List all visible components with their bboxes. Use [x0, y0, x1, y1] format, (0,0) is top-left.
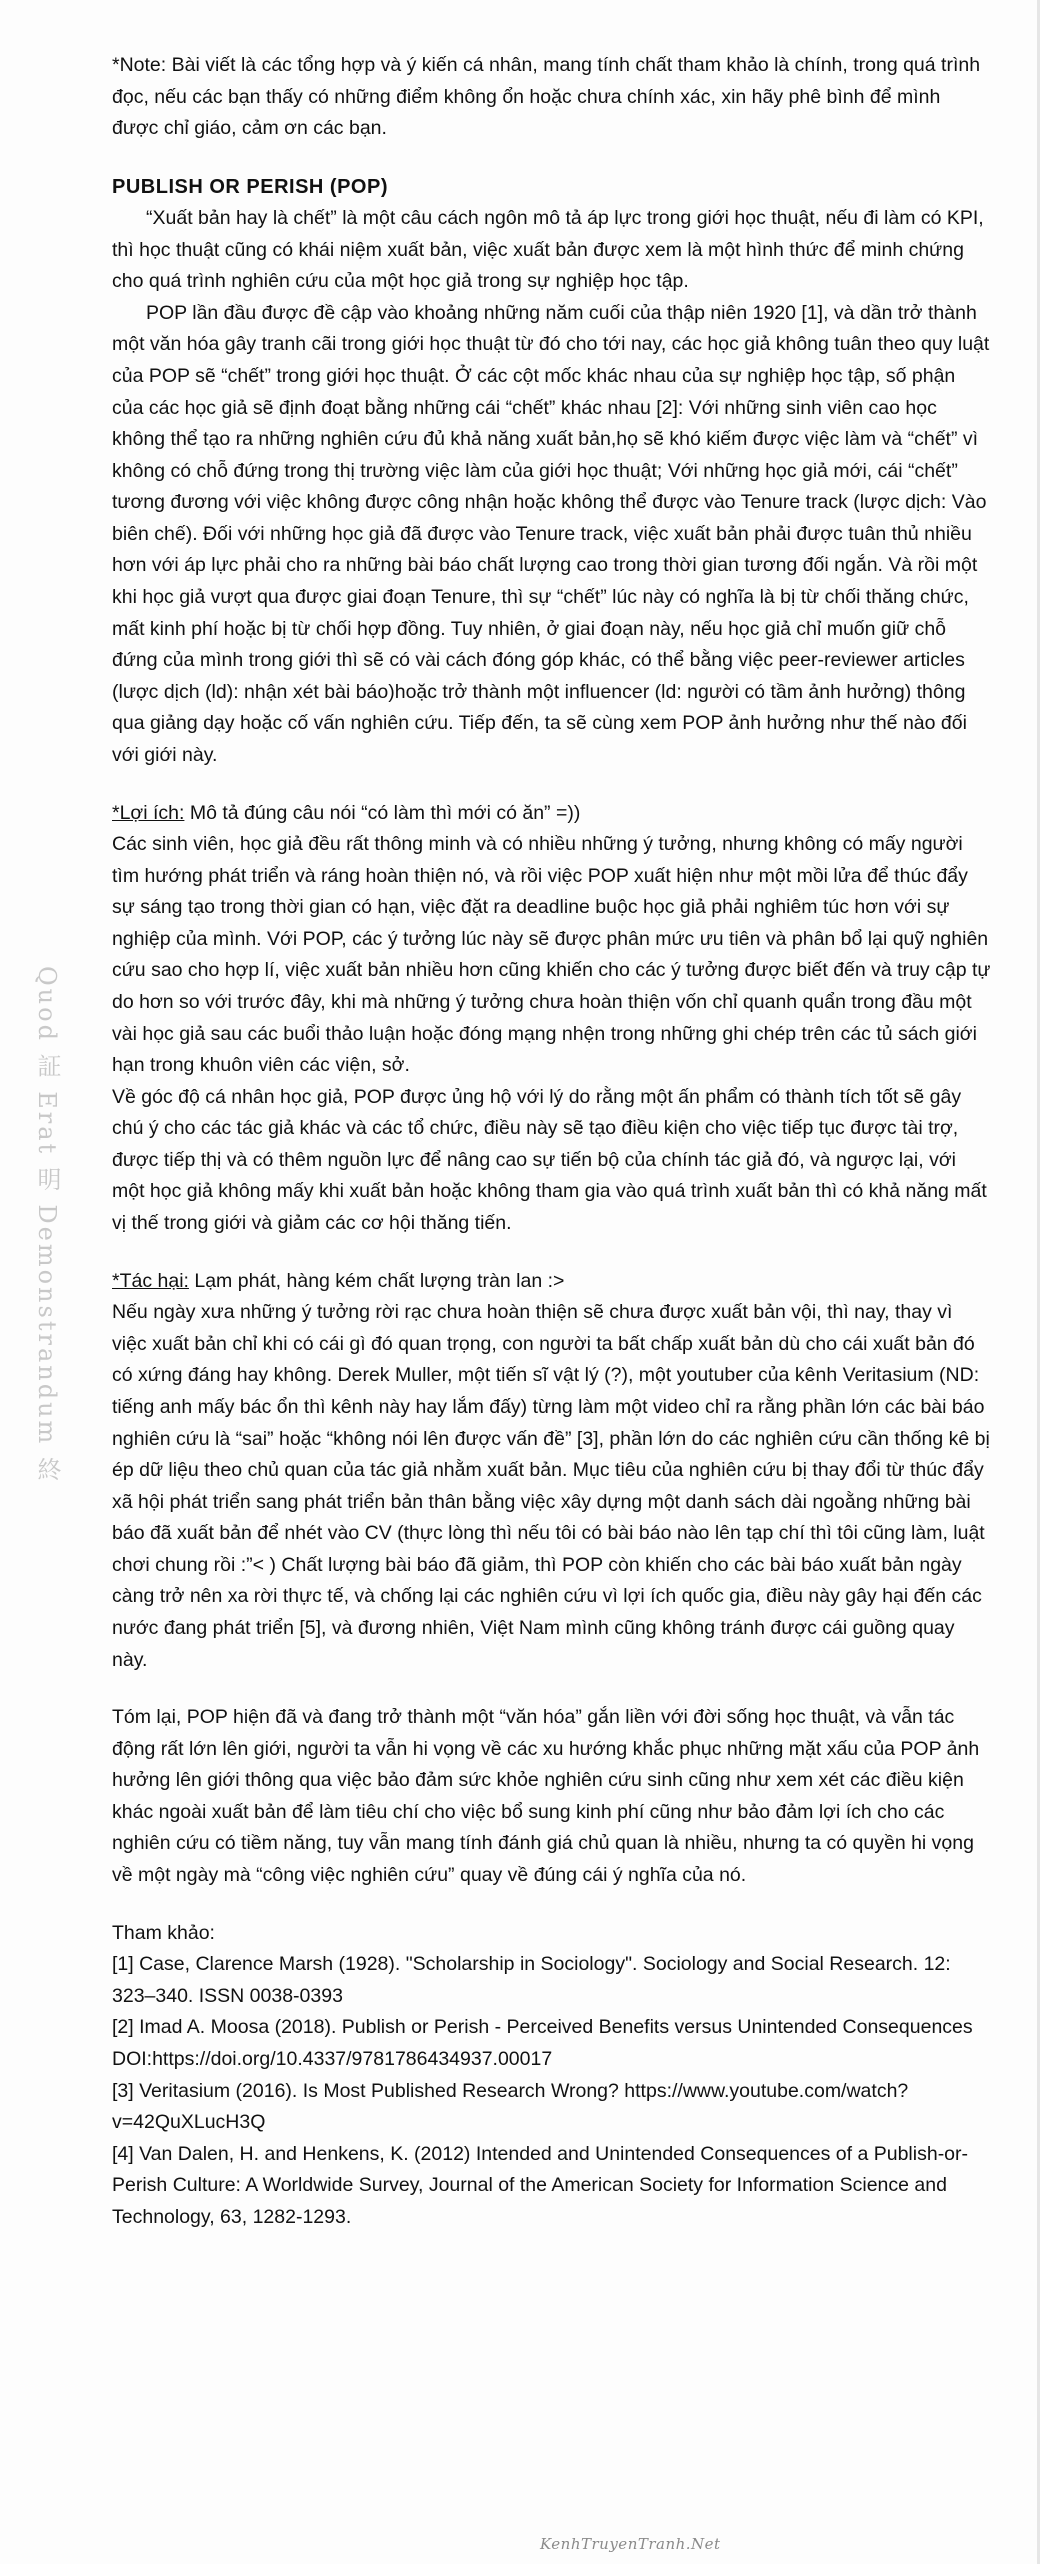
side-motto: Quod 証 Erat 明 Demonstrandum 終	[33, 966, 61, 1484]
benefits-title	[112, 798, 992, 830]
spacer	[112, 145, 992, 171]
intro-paragraph: “Xuất bản hay là chết” là một câu cách ngôn mô tả áp lực trong giới học thuật, nếu đi làm có KPI, thì học thuật cũng có khái niệm xuất bản, việc xuất bản được xem là một hình thức để minh chứng cho quá trình nghiên cứu của một học giả trong sự nghiệp học tập.	[112, 207, 984, 293]
reference-item: [4] Van Dalen, H. and Henkens, K. (2012) Intended and Unintended Consequences of a Publish-or-Perish Culture: A Worldwide Survey, Journal of the American Society for Information Science and Technology, 63, 1282-1293.	[112, 2142, 969, 2228]
references-title: Tham khảo:	[112, 1921, 215, 1944]
spacer	[112, 1892, 992, 1918]
intro-paragraph: POP lần đầu được đề cập vào khoảng những năm cuối của thập niên 1920 [1], và dần trở thành một văn hóa gây tranh cãi trong giới học thuật từ đó cho tới nay, các học giả không tuân theo quy luật của POP sẽ “chết” trong giới học thuật. Ở các cột mốc khác nhau của sự nghiệp học tập, số phận của các học giả sẽ định đoạt bằng những cái “chết” khác nhau [2]: Với những sinh viên cao học không thể tạo ra những nghiên cứu đủ khả năng xuất bản,họ sẽ khó kiếm được việc làm và “chết” vì không có chỗ đứng trong thị trường việc làm của giới học thuật; Với những học giả mới, cái “chết” tương đương với việc không được công nhận hoặc không thể được vào Tenure track (lược dịch: Vào biên chế). Đối với những học giả đã được vào Tenure track, việc xuất bản phải được tuân thủ nhiều hơn với áp lực phải cho ra những bài báo chất lượng cao trong thời gian tương đối ngắn. Và rồi một khi học giả vượt qua được giai đoạn Tenure, thì sự “chết” lúc này có nghĩa là bị từ chối thăng chức, mất kinh phí hoặc bị từ chối hợp đồng. Tuy nhiên, ở giai đoạn này, nếu học giả chỉ muốn giữ chỗ đứng của mình trong giới thì sẽ có vài cách đóng góp khác, có thể bằng việc peer-reviewer articles (lược dịch (ld): nhận xét bài báo)hoặc trở thành một influencer (ld: người có tầm ảnh hưởng) thông qua giảng dạy hoặc cố vấn nghiên cứu. Tiếp đến, ta sẽ cùng xem POP ảnh hưởng như thế nào đối với giới này.	[112, 301, 990, 766]
harms-title-text: Lạm phát, hàng kém chất lượng tràn lan :>	[188, 1269, 565, 1292]
author-note: *Note: Bài viết là các tổng hợp và ý kiến cá nhân, mang tính chất tham khảo là chính, trong quá trình đọc, nếu các bạn thấy có những điểm không ổn hoặc chưa chính xác, xin hãy phê bình để mình được chỉ giáo, cảm ơn các bạn.	[112, 54, 981, 140]
conclusion-paragraph: Tóm lại, POP hiện đã và đang trở thành một “văn hóa” gắn liền với đời sống học thuật, và vẫn tác động rất lớn lên giới, người ta vẫn hi vọng về các xu hướng khắc phục những mặt xấu của POP ảnh hưởng lên giới thông qua việc bảo đảm sức khỏe nghiên cứu sinh cũng như xem xét các điều kiện khác ngoài xuất bản để làm tiêu chí cho việc bổ sung kinh phí cũng như bảo đảm lợi ích cho các nghiên cứu có tiềm năng, tuy vẫn mang tính đánh giá chủ quan là nhiều, nhưng ta có quyền hi vọng về một ngày mà “công việc nghiên cứu” quay về đúng cái ý nghĩa của nó.	[112, 1706, 980, 1887]
reference-item: [3] Veritasium (2016). Is Most Published Research Wrong? https://www.youtube.com/watch?v=42QuXLucH3Q	[112, 2079, 909, 2134]
spacer	[112, 1676, 992, 1702]
harms-label: *Tác hại:	[112, 1269, 189, 1292]
benefits-title-text: Mô tả đúng câu nói “có làm thì mới có ăn” =))	[184, 801, 581, 824]
benefits-label: *Lợi ích:	[112, 801, 185, 824]
article-body	[112, 50, 992, 2233]
harms-paragraph: Nếu ngày xưa những ý tưởng rời rạc chưa hoàn thiện sẽ chưa được xuất bản vội, thì nay, thay vì việc xuất bản chỉ khi có cái gì đó quan trọng, con người ta bất chấp xuất bản dù cho cái xuất bản đó có xứng đáng hay không. Derek Muller, một tiến sĩ vật lý (?), một youtuber của kênh Veritasium (ND: tiếng anh mấy bác ổn thì kênh này hay lắm đấy) từng làm một video chỉ ra rằng phần lớn các bài báo nghiên cứu là “sai” hoặc “không nói lên được vấn đề” [3], phần lớn do các nghiên cứu cần thống kê bị ép dữ liệu theo chủ quan của tác giả nhằm xuất bản. Mục tiêu của nghiên cứu bị thay đổi từ thúc đẩy xã hội phát triển sang phát triển bản thân bằng việc xây dựng một danh sách dài ngoằng những bài báo đã xuất bản để nhét vào CV (thực lòng thì nếu tôi có bài báo nào lên tạp chí thì tôi cũng làm, luật chơi chung rồi :”< ) Chất lượng bài báo đã giảm, thì POP còn khiến cho các bài báo xuất bản ngày càng trở nên xa rời thực tế, và chống lại các nghiên cứu vì lợi ích quốc gia, điều này gây hại đến các nước đang phát triển [5], và đương nhiên, Việt Nam mình cũng không tránh được cái guồng quay này.	[112, 1301, 990, 1671]
spacer	[112, 772, 992, 798]
section-heading: PUBLISH OR PERISH (POP)	[112, 175, 388, 198]
reference-item: [1] Case, Clarence Marsh (1928). "Scholarship in Sociology". Sociology and Social Research. 12: 323–340. ISSN 0038-0393	[112, 1953, 951, 2007]
spacer	[112, 1240, 992, 1266]
site-watermark: KenhTruyenTranh.Net	[540, 2535, 721, 2553]
benefits-paragraph: Các sinh viên, học giả đều rất thông minh và có nhiều những ý tưởng, nhưng không có mấy người tìm hướng phát triển và ráng hoàn thiện nó, và rồi việc POP xuất hiện như một mồi lửa để thúc đẩy sự sáng tạo trong thời gian có hạn, việc đặt ra deadline buộc học giả phải nghiêm túc hơn với sự nghiệp của mình. Với POP, các ý tưởng lúc này sẽ được phân mức ưu tiên và phân bổ lại quỹ nghiên cứu sao cho hợp lí, việc xuất bản nhiều hơn cũng khiến cho các ý tưởng được biết đến và truy cập tự do hơn so với trước đây, khi mà những ý tưởng chưa hoàn thiện vốn chỉ quanh quẩn trong đầu một vài học giả sau các buổi thảo luận hoặc đóng mạng nhện trong những ghi chép trên các tủ sách giới hạn trong khuôn viên các viện, sở.	[112, 833, 991, 1077]
benefits-paragraph: Về góc độ cá nhân học giả, POP được ủng hộ với lý do rằng một ấn phẩm có thành tích tốt sẽ gây chú ý cho các tác giả khác và các tổ chức, điều này sẽ tạo điều kiện cho việc tiếp tục được tài trợ, được tiếp thị và có thêm nguồn lực để nâng cao sự tiến bộ của chính tác giả đó, và ngược lại, với một học giả không mấy khi xuất bản hoặc không tham gia vào quá trình xuất bản thì có khả năng mất vị thế trong giới và giảm các cơ hội thăng tiến.	[112, 1085, 987, 1235]
reference-item: [2] Imad A. Moosa (2018). Publish or Perish - Perceived Benefits versus Unintended Consequences DOI:https://doi.org/10.4337/9781786434937.00017	[112, 2016, 973, 2070]
harms-title	[112, 1266, 992, 1298]
